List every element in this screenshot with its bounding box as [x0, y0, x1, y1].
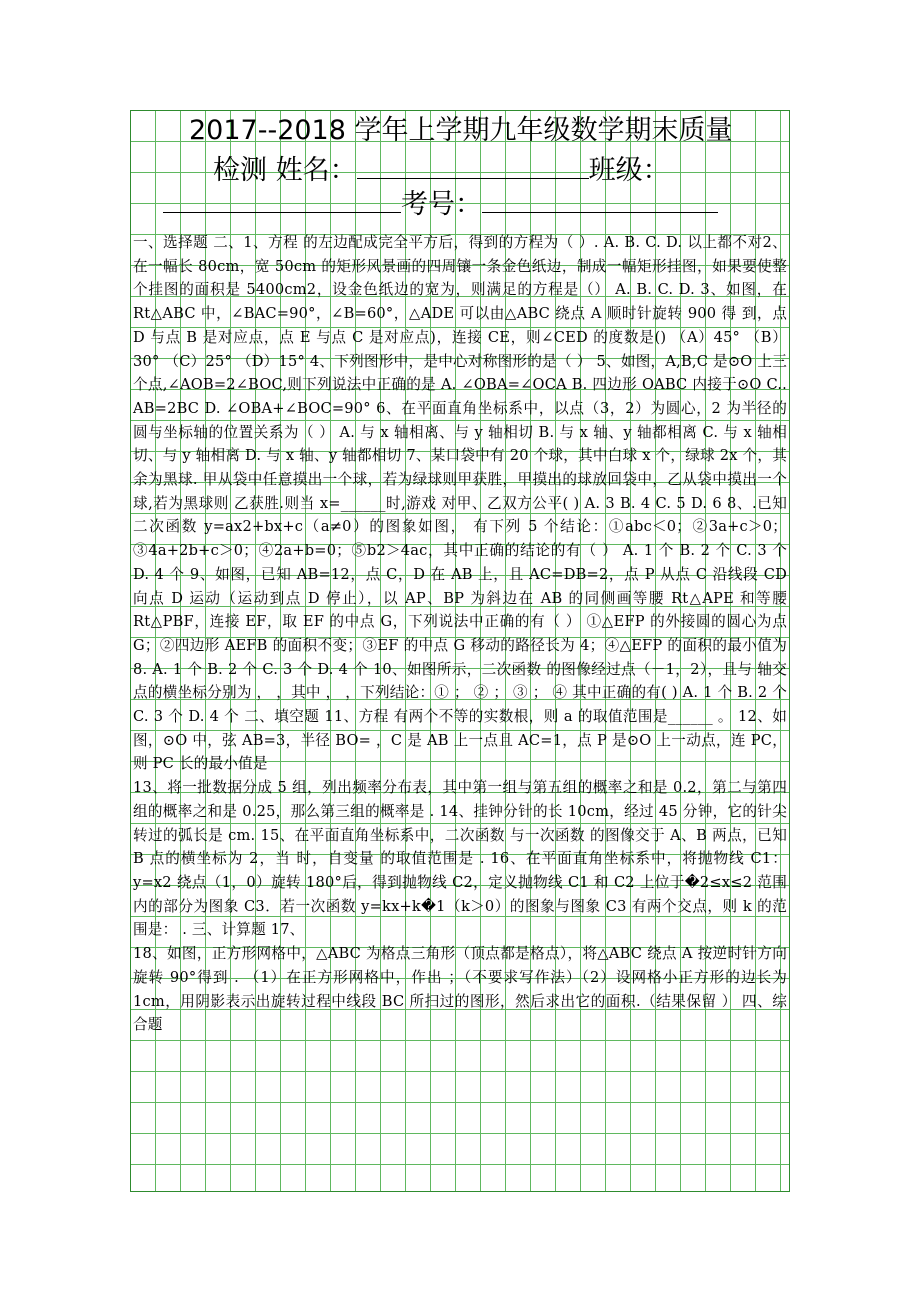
- paragraph: 一、选择题 二、1、方程 的左边配成完全平方后，得到的方程为（ ）. A. B. C. D. 以上都不对2、在一幅长 80cm，宽 50cm 的矩形风景画的四周镶一条金色纸边，制成一幅矩形挂图，如果要使整个挂图的面积是 5400cm2，设金色纸边的宽为，则满足的方程是（） A. B. C. D. 3、如图，在 Rt△ABC 中，∠BAC=90°，∠B=60°，△ADE 可以由△ABC 绕点 A 顺时针旋转 900 得 到，点 D 与点 B 是对应点，点 E 与点 C 是对应点)，连接 CE，则∠CED 的度数是() （A）45° （B）30° （C）25° （D）15° 4、下列图形中，是中心对称图形的是（ ） 5、如图，A,B,C 是⊙O 上三个点,∠AOB=2∠BOC,则下列说法中正确的是 A. ∠OBA=∠OCA B. 四边形 OABC 内接于⊙O C.. AB=2BC D. ∠OBA+∠BOC=90° 6、在平面直角坐标系中，以点（3，2）为圆心，2 为半径的圆与坐标轴的位置关系为（ ） A. 与 x 轴相离、与 y 轴相切 B. 与 x 轴、y 轴都相离 C. 与 x 轴相切、与 y 轴相离 D. 与 x 轴、y 轴都相切 7、某口袋中有 20 个球，其中白球 x 个，绿球 2x 个，其余为黑球. 甲从袋中任意摸出一个球，若为绿球则甲获胜，甲摸出的球放回袋中，乙从袋中摸出一个球,若为黑球则 乙获胜.则当 x=______时,游戏 对甲、乙双方公平( ) A. 3 B. 4 C. 5 D. 6 8、.已知二次函数 y=ax2+bx+c（a≠0）的图象如图， 有下列 5 个结论：①abc＜0；②3a+c＞0；③4a+2b+c＞0；④2a+b=0；⑤b2＞4ac，其中正确的结论的有（ ） A. 1 个 B. 2 个 C. 3 个 D. 4 个 9、如图，已知 AB=12，点 C，D 在 AB 上，且 AC=DB=2，点 P 从点 C 沿线段 CD 向点 D 运动（运动到点 D 停止），以 AP、BP 为斜边在 AB 的同侧画等腰 Rt△APE 和等腰 Rt△PBF，连接 EF，取 EF 的中点 G，下列说法中正确的有（ ） ①△EFP 的外接圆的圆心为点 G；②四边形 AEFB 的面积不变；③EF 的中点 G 移动的路径长为 4；④△EFP 的面积的最小值为 8. A. 1 个 B. 2 个 C. 3 个 D. 4 个 10、如图所示，二次函数 的图像经过点（－1，2），且与 轴交点的横坐标分别为 ， ，其中 ， ，下列结论：① ； ② ； ③ ； ④ 其中正确的有( ) A. 1 个 B. 2 个 C. 3 个 D. 4 个 二、填空题 11、方程 有两个不等的实数根，则 a 的取值范围是______ 。 12、如图，⊙O 中，弦 AB=3，半径 BO= ，C 是 AB 上一点且 AC=1，点 P 是⊙O 上一动点，连 PC，则 PC 长的最小值是: [133, 234, 787, 773]
- question-body: [133, 231, 787, 1037]
- class-blank[interactable]: [163, 188, 401, 213]
- exam-number-label: 考号：: [401, 189, 482, 220]
- exam-title: [131, 111, 789, 225]
- paragraph: 18、如图，正方形网格中，△ABC 为格点三角形（顶点都是格点），将△ABC 绕点 A 按逆时针方向旋转 90°得到 . （1）在正方形网格中，作出 ；（不要求写作法）（2）设网格小正方形的边长为 1cm，用阴影表示出旋转过程中线段 BC 所扫过的图形，然后求出它的面积.（结果保留 ） 四、综合题: [133, 945, 787, 1034]
- exam-sheet: [130, 110, 790, 1192]
- exam-number-blank[interactable]: [482, 188, 718, 213]
- name-label: 检测 姓名：: [213, 155, 357, 186]
- title-line-3: [131, 185, 789, 225]
- paragraph: 13、将一批数据分成 5 组，列出频率分布表，其中第一组与第五组的概率之和是 0.2，第二与第四组的概率之和是 0.25，那么第三组的概率是 . 14、挂钟分针的长 10cm，经过 45 分钟，它的针尖转过的弧长是 cm. 15、在平面直角坐标系中，二次函数 与一次函数 的图像交于 A、B 两点，已知 B 点的横坐标为 2，当 时，自变量 的取值范围是 . 16、在平面直角坐标系中，将抛物线 C1：y=x2 绕点（1，0）旋转 180°后，得到抛物线 C2，定义抛物线 C1 和 C2 上位于�2≤x≤2 范围内的部分为图象 C3．若一次函数 y=kx+k�1（k＞0）的图象与图象 C3 有两个交点，则 k 的范围是： . 三、计算题 17、: [133, 779, 787, 939]
- title-line-1: 2017--2018 学年上学期九年级数学期末质量: [189, 115, 733, 146]
- name-blank[interactable]: [357, 154, 589, 179]
- class-label: 班级：: [588, 155, 670, 186]
